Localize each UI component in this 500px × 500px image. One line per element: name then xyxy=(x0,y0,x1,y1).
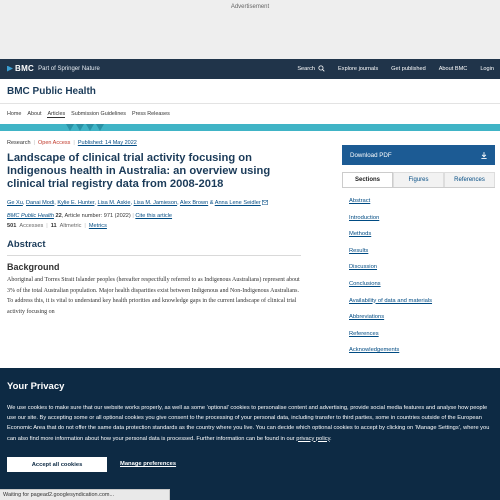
brand-logo[interactable] xyxy=(7,64,100,73)
author-list: Ge Xu, Danai Modi, Kylie E. Hunter, Lisa M. Askie, Lisa M. Jamieson, Alex Brown & Anna Lene Seidler xyxy=(7,199,302,208)
cookie-consent-banner xyxy=(0,368,500,500)
article-type: Research xyxy=(7,140,31,146)
sidebar-tabs xyxy=(342,172,495,188)
download-pdf-label: Download PDF xyxy=(350,151,392,159)
open-access-badge: Open Access xyxy=(37,140,71,146)
section-link-introduction[interactable]: Introduction xyxy=(349,214,380,221)
bmc-logo xyxy=(7,64,34,73)
meta-divider: | xyxy=(132,213,134,219)
published-date-link[interactable]: Published: 14 May 2022 xyxy=(77,140,137,146)
section-link-abbreviations[interactable]: Abbreviations xyxy=(349,314,385,321)
metrics-line xyxy=(7,223,302,229)
section-link-abstract[interactable]: Abstract xyxy=(349,198,371,204)
about-bmc-link[interactable]: About BMC xyxy=(438,65,468,72)
section-link-references[interactable]: References xyxy=(349,330,379,337)
privacy-policy-link[interactable]: privacy policy xyxy=(296,435,330,442)
background-heading: Background xyxy=(7,262,60,272)
abstract-heading: Abstract xyxy=(7,239,301,256)
article-content xyxy=(7,140,302,317)
section-link-acknowledgements[interactable]: Acknowledgements xyxy=(349,347,400,354)
section-link-list xyxy=(342,193,495,359)
subnav-articles[interactable]: Articles xyxy=(47,111,66,117)
author-link[interactable]: Lisa M. Askie xyxy=(97,200,131,206)
author-link[interactable]: Lisa M. Jamieson xyxy=(133,200,178,206)
accesses-label: Accesses xyxy=(19,223,44,229)
bmc-logo-text: BMC xyxy=(15,64,35,73)
tab-references[interactable]: References xyxy=(444,172,495,187)
cookie-banner-text xyxy=(7,403,495,444)
article-title: Landscape of clinical trial activity focusing on Indigenous health in Australia: an overview using clinical trial registry data from 2008-2018 xyxy=(7,152,271,190)
section-link-discussion[interactable]: Discussion xyxy=(349,264,378,271)
altmetric-label: Altmetric xyxy=(59,223,82,229)
manage-preferences-link[interactable]: Manage preferences xyxy=(120,461,177,467)
author-link[interactable]: Anna Lene Seidler xyxy=(214,200,261,206)
author-link[interactable]: Danai Modi xyxy=(25,200,55,206)
altmetric-count: 11 xyxy=(50,223,57,229)
tab-sections[interactable]: Sections xyxy=(342,172,393,187)
email-icon[interactable] xyxy=(262,200,268,205)
journal-header xyxy=(0,79,500,104)
section-link-conclusions[interactable]: Conclusions xyxy=(349,280,381,287)
meta-divider: | xyxy=(73,140,75,146)
search-icon xyxy=(318,65,325,72)
tab-figures[interactable]: Figures xyxy=(393,172,444,187)
author-link[interactable]: Ge Xu xyxy=(7,200,23,206)
subnav-about[interactable]: About xyxy=(27,111,42,117)
section-link-availability[interactable]: Availability of data and materials xyxy=(349,297,433,304)
login-link[interactable]: Login xyxy=(480,65,494,72)
author-link[interactable]: Kylie E. Hunter xyxy=(57,200,95,206)
section-link-results[interactable]: Results xyxy=(349,247,369,254)
top-navigation xyxy=(0,59,500,79)
advertisement-area xyxy=(0,0,500,59)
subnav-press-releases[interactable]: Press Releases xyxy=(132,111,170,117)
citation-volume: 22 xyxy=(55,213,62,219)
download-pdf-button[interactable] xyxy=(342,145,495,165)
journal-title[interactable]: BMC Public Health xyxy=(7,86,96,97)
get-published-link[interactable]: Get published xyxy=(391,65,426,72)
advertisement-label: Advertisement xyxy=(230,4,270,10)
meta-divider: | xyxy=(84,223,86,229)
download-icon xyxy=(481,152,487,159)
subnav-submission-guidelines[interactable]: Submission Guidelines xyxy=(71,111,127,117)
meta-divider: | xyxy=(46,223,48,229)
explore-journals-link[interactable]: Explore journals xyxy=(338,65,379,72)
citation-journal-link[interactable]: BMC Public Health xyxy=(7,213,54,219)
search-link[interactable] xyxy=(297,65,325,72)
cite-this-article-link[interactable]: Cite this article xyxy=(135,213,173,219)
chevron-pattern-icon xyxy=(66,124,106,131)
subnav-home[interactable]: Home xyxy=(7,111,22,117)
accesses-count: 501 xyxy=(7,223,17,229)
section-link-methods[interactable]: Methods xyxy=(349,231,372,238)
metrics-link[interactable]: Metrics xyxy=(88,223,107,229)
cookie-text-body: We use cookies to make sure that our website works properly, as well as some ‘optional’ cookies to personalise content and advertising, provide social media features and analyse how people use our site. By accepting some or all optional cookies you give consent to the processing of your personal data, including transfer to third parties, some in countries outside of the European Economic Area that do not offer the same data protection standards as the country where you live. You can decide which optional cookies to accept by clicking on ‘Manage Settings’, where you can also find more information about how your personal data is processed. Further information can be found in our xyxy=(7,405,490,442)
article-meta xyxy=(7,140,302,146)
article-sidebar xyxy=(342,145,495,359)
journal-sub-navigation xyxy=(0,104,500,124)
citation-line xyxy=(7,213,302,219)
cookie-banner-title: Your Privacy xyxy=(7,381,65,392)
brand-subtitle: Part of Springer Nature xyxy=(38,65,100,72)
top-nav-links xyxy=(297,65,494,72)
bmc-logo-mark-icon xyxy=(7,66,13,72)
browser-status-bar: Waiting for pagead2.googlesyndication.com... xyxy=(0,489,170,500)
cookie-text-end: . xyxy=(330,435,332,442)
background-paragraph: Aboriginal and Torres Strait Islander peoples (hereafter respectfully referred to as Indigenous Australians) represent about 3% of the total Australian population. Major health disparities exist between Indigenous and Non-Indigenous Australians. To address this, it is vital to understand key health priorities and knowledge gaps in the current landscape of clinical trial activity focusing on xyxy=(7,277,300,315)
accept-all-cookies-button[interactable]: Accept all cookies xyxy=(7,457,107,472)
search-label: Search xyxy=(297,65,316,72)
meta-divider: | xyxy=(33,140,35,146)
citation-article-number: , Article number: 971 (2022) xyxy=(61,213,131,219)
author-link[interactable]: Alex Brown xyxy=(179,200,209,206)
